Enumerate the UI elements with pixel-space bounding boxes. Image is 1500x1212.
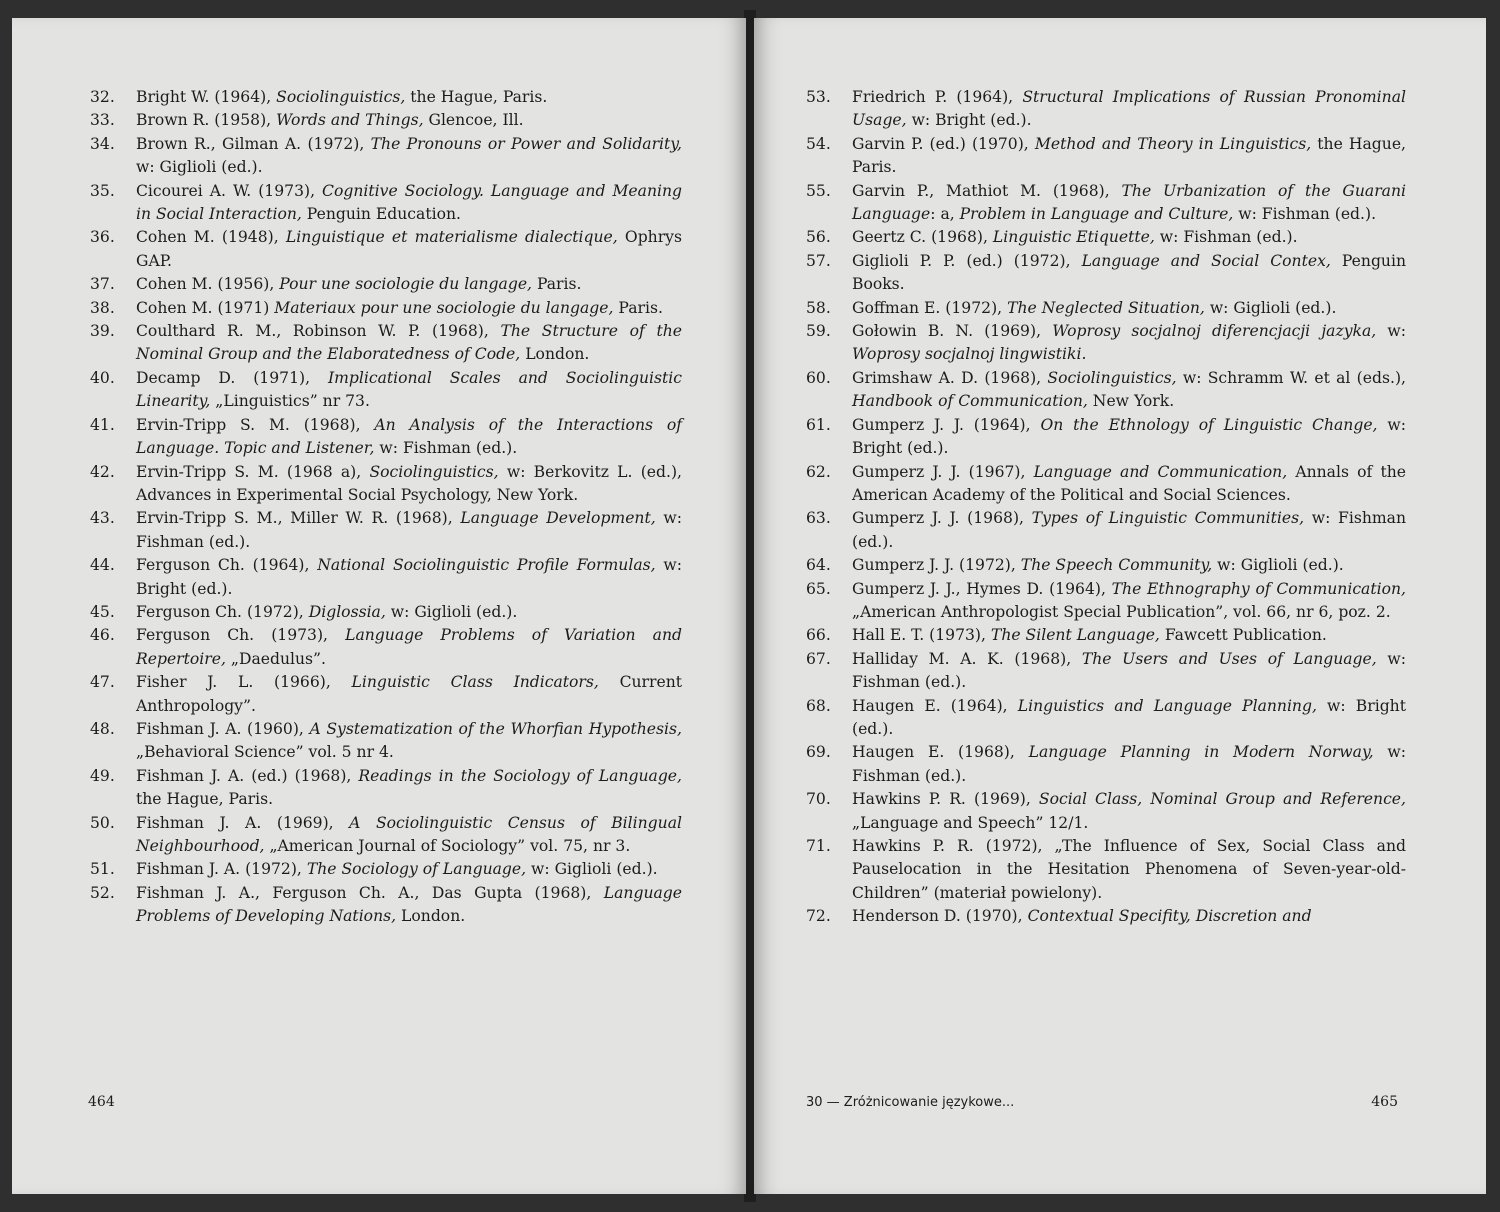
bibliography-entry	[90, 554, 682, 601]
entry-title: Language Problems of Variation and Repertoire,	[136, 626, 682, 668]
entry-title: An Analysis of the Interactions of Language. Topic and Listener,	[136, 415, 682, 458]
entry-text: Fisher J. L. (1966),	[136, 673, 352, 692]
entry-text: Cohen M. (1948),	[136, 228, 286, 247]
entry-text: Glencoe, Ill.	[423, 111, 524, 130]
entry-number: 48.	[90, 719, 115, 738]
entry-text: „Language and Speech” 12/1.	[852, 813, 1089, 832]
entry-text: London.	[520, 345, 590, 364]
bibliography-entry	[806, 835, 1406, 905]
bibliography-list-right	[806, 86, 1406, 929]
entry-title: Sociolinguistics,	[1047, 368, 1177, 387]
entry-text: Gumperz J. J. (1964),	[852, 415, 1041, 434]
entry-text: : a,	[930, 205, 960, 224]
entry-title: The Speech Community,	[1020, 556, 1213, 575]
bibliography-entry	[806, 250, 1406, 297]
entry-text: w: Bright (ed.).	[852, 415, 1407, 458]
bibliography-entry	[90, 320, 682, 367]
entry-text: w: Bright (ed.).	[906, 111, 1032, 130]
entry-text: Brown R., Gilman A. (1972),	[136, 134, 371, 153]
entry-text: Fawcett Publication.	[1159, 626, 1327, 645]
entry-title: Diglossia,	[308, 602, 386, 621]
entry-text: London.	[396, 907, 466, 926]
entry-number: 69.	[806, 743, 831, 762]
entry-text: Gołowin B. N. (1969),	[852, 322, 1053, 341]
entry-text: Ferguson Ch. (1964),	[136, 556, 318, 575]
bibliography-entry	[90, 461, 682, 508]
entry-text: „Behavioral Science” vol. 5 nr 4.	[136, 743, 394, 762]
entry-text: Ferguson Ch. (1972),	[136, 602, 309, 621]
entry-title: The Ethnography of Communication,	[1111, 579, 1406, 598]
bibliography-entry	[90, 882, 682, 929]
bibliography-entry	[806, 414, 1406, 461]
entry-title: The Urbanization of the Guarani Language	[852, 181, 1406, 224]
bibliography-entry	[90, 765, 682, 812]
entry-number: 63.	[806, 509, 831, 528]
bibliography-entry	[90, 180, 682, 227]
entry-title: Language Problems of Developing Nations,	[136, 883, 682, 926]
entry-title: Linguistic Etiquette,	[992, 228, 1155, 247]
entry-title: Woprosy socjalnoj lingwistiki.	[852, 345, 1087, 364]
bibliography-entry	[806, 461, 1406, 508]
entry-text: Hall E. T. (1973),	[852, 626, 991, 645]
bibliography-entry	[806, 86, 1406, 133]
entry-text: Ervin-Tripp S. M., Miller W. R. (1968),	[136, 509, 461, 528]
entry-number: 71.	[806, 837, 831, 855]
entry-title: Language and Social Contex,	[1081, 251, 1331, 270]
entry-text: Current Anthropology”.	[136, 673, 682, 715]
entry-number: 35.	[90, 181, 115, 200]
entry-title: On the Ethnology of Linguistic Change,	[1040, 415, 1378, 434]
entry-title: Sociolinguistics,	[276, 88, 406, 106]
bibliography-entry	[90, 858, 682, 881]
entry-text: w: Fishman (ed.).	[1233, 205, 1377, 224]
entry-text: the Hague, Paris.	[852, 134, 1407, 177]
page-number-left: 464	[88, 1094, 115, 1110]
entry-text: w: Fishman (ed.).	[852, 649, 1407, 692]
entry-title: The Pronouns or Power and Solidarity,	[370, 134, 683, 153]
entry-text: Gumperz J. J., Hymes D. (1964),	[852, 579, 1112, 598]
entry-title: Social Class, Nominal Group and Reference,	[1038, 790, 1406, 809]
bibliography-entry	[806, 624, 1406, 647]
bibliography-entry	[806, 741, 1406, 788]
entry-text: Geertz C. (1968),	[852, 228, 993, 247]
entry-text: Brown R. (1958),	[136, 111, 277, 130]
entry-text: w: Fishman (ed.).	[136, 509, 682, 551]
entry-number: 72.	[806, 907, 831, 926]
entry-number: 43.	[90, 509, 115, 528]
entry-title: Materiaux pour une sociologie du langage,	[274, 298, 614, 317]
entry-text: Annals of the American Academy of the Political and Social Sciences.	[852, 462, 1407, 504]
entry-title: Woprosy socjalnoj diferencjacji jazyka,	[1052, 322, 1377, 341]
entry-text: Paris.	[532, 275, 582, 294]
bibliography-entry	[90, 133, 682, 180]
entry-number: 34.	[90, 134, 115, 153]
entry-title: Method and Theory in Linguistics,	[1034, 134, 1312, 153]
entry-number: 50.	[90, 813, 115, 832]
entry-text: w: Bright (ed.).	[136, 556, 682, 598]
entry-number: 45.	[90, 602, 115, 621]
bibliography-entry	[90, 297, 682, 320]
bibliography-entry	[90, 226, 682, 273]
entry-number: 65.	[806, 579, 831, 598]
bibliography-entry	[90, 273, 682, 296]
entry-title: Implicational Scales and Sociolinguistic Linearity,	[136, 368, 682, 411]
entry-number: 56.	[806, 228, 831, 247]
entry-text: Ervin-Tripp S. M. (1968),	[136, 415, 375, 434]
entry-number: 58.	[806, 298, 831, 317]
entry-number: 44.	[90, 556, 115, 575]
bibliography-entry	[90, 718, 682, 765]
bibliography-entry	[806, 297, 1406, 320]
entry-title: Linguistique et materialisme dialectique,	[285, 228, 618, 247]
bibliography-entry	[806, 905, 1406, 928]
entry-text: Paris.	[613, 298, 663, 317]
entry-number: 33.	[90, 111, 115, 130]
entry-text: Ferguson Ch. (1973),	[136, 626, 346, 645]
bibliography-entry	[90, 624, 682, 671]
entry-number: 39.	[90, 322, 115, 341]
entry-text: the Hague, Paris.	[136, 790, 274, 809]
entry-text: w: Giglioli (ed.).	[385, 602, 518, 621]
entry-title: Language Planning in Modern Norway,	[1028, 743, 1374, 762]
entry-text: w: Giglioli (ed.).	[1212, 556, 1344, 575]
entry-number: 36.	[90, 228, 115, 247]
entry-text: Goffman E. (1972),	[852, 298, 1008, 317]
entry-number: 40.	[90, 368, 115, 387]
left-page	[12, 18, 746, 1194]
entry-text: w: Schramm W. et al (eds.),	[1176, 368, 1406, 387]
entry-title: Readings in the Sociology of Language,	[358, 766, 682, 785]
entry-number: 53.	[806, 88, 831, 106]
entry-number: 55.	[806, 181, 831, 200]
entry-text: w: Bright (ed.).	[852, 696, 1406, 738]
entry-title: A Sociolinguistic Census of Bilingual Neighbourhood,	[136, 813, 682, 855]
entry-text: Henderson D. (1970),	[852, 907, 1028, 926]
entry-text: w: Fishman (ed.).	[852, 743, 1406, 785]
entry-number: 32.	[90, 88, 115, 106]
entry-title: The Structure of the Nominal Group and the Elaboratedness of Code,	[136, 322, 682, 364]
printer-signature: 30 — Zróżnicowanie językowe...	[806, 1095, 1015, 1110]
entry-title: Words and Things,	[276, 111, 424, 130]
entry-title: A Systematization of the Whorfian Hypothesis,	[309, 719, 682, 738]
entry-title: The Sociology of Language,	[306, 860, 527, 879]
bibliography-entry	[90, 86, 682, 109]
entry-number: 62.	[806, 462, 831, 481]
bibliography-list-left	[90, 86, 682, 929]
entry-text: „Linguistics” nr 73.	[210, 392, 370, 411]
entry-number: 70.	[806, 790, 831, 809]
entry-number: 47.	[90, 673, 115, 692]
entry-text: w: Giglioli (ed.).	[526, 860, 658, 879]
entry-title: The Users and Uses of Language,	[1081, 649, 1377, 668]
entry-text: w:	[1376, 322, 1406, 341]
entry-number: 46.	[90, 626, 115, 645]
entry-title: Linguistic Class Indicators,	[351, 673, 599, 692]
bibliography-entry	[806, 648, 1406, 695]
entry-number: 57.	[806, 251, 831, 270]
entry-text: Penguin Education.	[301, 205, 461, 224]
entry-title: Handbook of Communication,	[852, 392, 1088, 411]
entry-number: 37.	[90, 275, 115, 294]
entry-number: 64.	[806, 556, 831, 575]
entry-title: Cognitive Sociology. Language and Meaning in Social Interaction,	[136, 181, 682, 224]
bibliography-entry	[90, 601, 682, 624]
bibliography-entry	[90, 109, 682, 132]
bibliography-entry	[806, 320, 1406, 367]
entry-number: 68.	[806, 696, 831, 715]
entry-text: „American Anthropologist Special Publication”, vol. 66, nr 6, poz. 2.	[852, 602, 1391, 621]
entry-text: w: Giglioli (ed.).	[136, 158, 263, 177]
bibliography-entry	[90, 367, 682, 414]
entry-text: „American Journal of Sociology” vol. 75, nr 3.	[264, 837, 631, 855]
entry-number: 66.	[806, 626, 831, 645]
bibliography-entry	[806, 133, 1406, 180]
bibliography-entry	[806, 578, 1406, 625]
entry-text: Cicourei A. W. (1973),	[136, 181, 323, 200]
entry-text: Bright W. (1964),	[136, 88, 277, 106]
entry-title: Types of Linguistic Communities,	[1031, 509, 1305, 528]
entry-text: Fishman J. A. (1969),	[136, 813, 350, 832]
entry-text: Garvin P., Mathiot M. (1968),	[852, 181, 1122, 200]
entry-text: Hawkins P. R. (1972), „The Influence of Sex, Social Class and Pauselocation in the Hesitation Phenomena of Seven-year-old-Children” (materiał powielony).	[852, 837, 1406, 902]
entry-text: Fishman J. A. (1972),	[136, 860, 307, 879]
bibliography-entry	[806, 695, 1406, 742]
entry-text: New York.	[1087, 392, 1175, 411]
bibliography-entry	[90, 812, 682, 859]
entry-text: Fishman J. A. (1960),	[136, 719, 310, 738]
entry-number: 38.	[90, 298, 115, 317]
entry-text: Gumperz J. J. (1972),	[852, 556, 1021, 575]
right-page	[754, 18, 1486, 1194]
entry-title: The Neglected Situation,	[1007, 298, 1205, 317]
entry-title: Pour une sociologie du langage,	[279, 275, 533, 294]
entry-number: 49.	[90, 766, 115, 785]
bibliography-entry	[90, 507, 682, 554]
entry-number: 41.	[90, 415, 115, 434]
entry-number: 60.	[806, 368, 831, 387]
entry-title: Structural Implications of Russian Pronominal Usage,	[852, 88, 1406, 130]
entry-text: Fishman J. A. (ed.) (1968),	[136, 766, 359, 785]
entry-text: w: Fishman (ed.).	[852, 509, 1407, 551]
entry-text: Coulthard R. M., Robinson W. P. (1968),	[136, 322, 501, 341]
entry-text: Hawkins P. R. (1969),	[852, 790, 1039, 809]
entry-title: National Sociolinguistic Profile Formulas,	[317, 556, 656, 575]
entry-text: w: Fishman (ed.).	[374, 439, 518, 458]
entry-title: Contextual Specifity, Discretion and	[1027, 907, 1312, 926]
entry-title: Linguistics and Language Planning,	[1017, 696, 1317, 715]
entry-text: Gumperz J. J. (1968),	[852, 509, 1032, 528]
entry-text: Giglioli P. P. (ed.) (1972),	[852, 251, 1082, 270]
bibliography-entry	[806, 367, 1406, 414]
entry-text: Penguin Books.	[852, 251, 1406, 294]
entry-text: the Hague, Paris.	[405, 88, 548, 106]
bibliography-entry	[806, 788, 1406, 835]
entry-text: Garvin P. (ed.) (1970),	[852, 134, 1035, 153]
bibliography-entry	[806, 180, 1406, 227]
entry-title: Language Development,	[460, 509, 656, 528]
entry-text: Fishman J. A., Ferguson Ch. A., Das Gupta (1968),	[136, 883, 604, 902]
bibliography-entry	[806, 226, 1406, 249]
entry-title: Sociolinguistics,	[369, 462, 499, 481]
entry-text: „Daedulus”.	[225, 649, 326, 668]
entry-text: Haugen E. (1964),	[852, 696, 1018, 715]
entry-text: Grimshaw A. D. (1968),	[852, 368, 1048, 387]
entry-number: 59.	[806, 322, 831, 341]
entry-title: Problem in Language and Culture,	[959, 205, 1234, 224]
entry-number: 61.	[806, 415, 831, 434]
entry-text: Gumperz J. J. (1967),	[852, 462, 1034, 481]
bibliography-entry	[806, 507, 1406, 554]
entry-text: Cohen M. (1956),	[136, 275, 280, 294]
entry-text: Cohen M. (1971)	[136, 298, 275, 317]
entry-text: Friedrich P. (1964),	[852, 88, 1023, 106]
entry-title: Language and Communication,	[1033, 462, 1288, 481]
entry-text: w: Giglioli (ed.).	[1204, 298, 1337, 317]
entry-text: Ervin-Tripp S. M. (1968 a),	[136, 462, 370, 481]
entry-text: Halliday M. A. K. (1968),	[852, 649, 1082, 668]
entry-text: Decamp D. (1971),	[136, 368, 328, 387]
bibliography-entry	[806, 554, 1406, 577]
entry-text: w: Berkovitz L. (ed.), Advances in Experimental Social Psychology, New York.	[136, 462, 682, 504]
entry-number: 67.	[806, 649, 831, 668]
bibliography-entry	[90, 671, 682, 718]
entry-text: Haugen E. (1968),	[852, 743, 1029, 762]
bibliography-entry	[90, 414, 682, 461]
entry-number: 52.	[90, 883, 115, 902]
entry-text: Ophrys GAP.	[136, 228, 682, 270]
entry-number: 54.	[806, 134, 831, 153]
entry-number: 51.	[90, 860, 115, 879]
entry-text: w: Fishman (ed.).	[1154, 228, 1298, 247]
page-number-right: 465	[1371, 1094, 1398, 1110]
entry-title: The Silent Language,	[990, 626, 1160, 645]
entry-number: 42.	[90, 462, 115, 481]
